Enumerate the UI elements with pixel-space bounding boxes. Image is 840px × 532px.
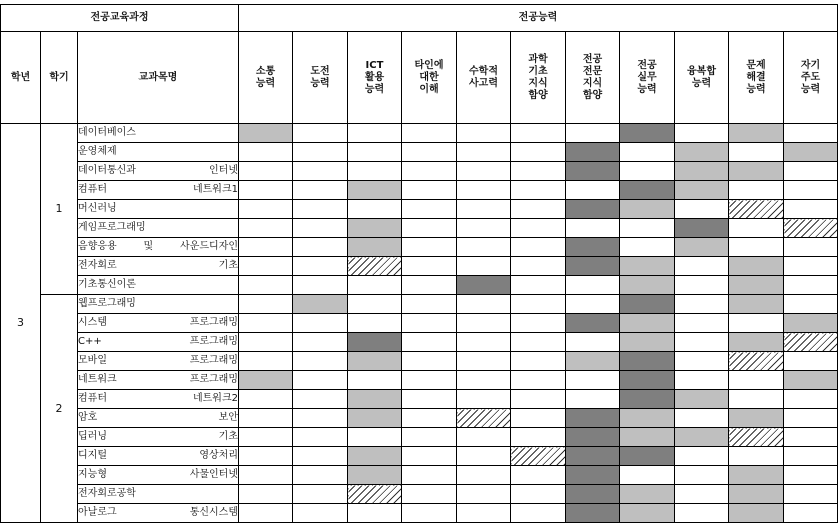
competency-cell <box>620 124 675 143</box>
competency-cell <box>729 181 784 200</box>
competency-cell <box>457 162 511 181</box>
table-row <box>1 409 838 428</box>
competency-cell <box>566 466 620 485</box>
course-name-cell: 컴퓨터 네트워크2 <box>78 390 239 409</box>
competency-cell <box>729 124 784 143</box>
course-name-cell: 아날로그 통신시스템 <box>78 504 239 523</box>
competency-cell <box>729 276 784 295</box>
competency-cell <box>511 314 566 333</box>
table-row <box>1 314 838 333</box>
competency-cell <box>620 504 675 523</box>
competency-cell <box>293 200 348 219</box>
competency-cell <box>511 390 566 409</box>
competency-cell <box>239 124 293 143</box>
competency-cell <box>566 181 620 200</box>
competency-cell <box>293 238 348 257</box>
competency-cell <box>511 219 566 238</box>
competency-cell <box>729 200 784 219</box>
competency-cell <box>239 352 293 371</box>
competency-cell <box>620 466 675 485</box>
competency-cell <box>348 390 402 409</box>
competency-cell <box>566 428 620 447</box>
competency-cell <box>566 219 620 238</box>
table-row <box>1 447 838 466</box>
competency-cell <box>402 238 457 257</box>
competency-cell <box>348 295 402 314</box>
course-name-cell: 네트워크 프로그래밍 <box>78 371 239 390</box>
competency-cell <box>511 181 566 200</box>
competency-cell <box>675 181 729 200</box>
competency-cell <box>293 504 348 523</box>
competency-cell <box>729 371 784 390</box>
table-row <box>1 257 838 276</box>
competency-cell <box>566 200 620 219</box>
year-header: 학년 <box>1 32 41 124</box>
competency-cell <box>675 314 729 333</box>
course-name-cell: C++ 프로그래밍 <box>78 333 239 352</box>
competency-cell <box>239 447 293 466</box>
competency-cell <box>675 219 729 238</box>
competency-cell <box>239 466 293 485</box>
competency-cell <box>729 352 784 371</box>
competency-cell <box>566 143 620 162</box>
competency-cell <box>511 143 566 162</box>
competency-cell <box>511 371 566 390</box>
competency-cell <box>457 485 511 504</box>
competency-cell <box>729 314 784 333</box>
competency-cell <box>402 390 457 409</box>
competency-cell <box>566 162 620 181</box>
competency-cell <box>620 371 675 390</box>
competency-cell <box>348 162 402 181</box>
competency-cell <box>729 143 784 162</box>
competency-cell <box>457 257 511 276</box>
competency-cell <box>784 276 838 295</box>
competency-cell <box>239 295 293 314</box>
competency-cell <box>620 428 675 447</box>
course-name-cell: 게임프로그래밍 <box>78 219 239 238</box>
competency-cell <box>620 200 675 219</box>
competency-cell <box>729 257 784 276</box>
competency-cell <box>293 314 348 333</box>
competency-cell <box>348 409 402 428</box>
competency-cell <box>729 390 784 409</box>
competency-cell <box>457 181 511 200</box>
competency-cell <box>293 124 348 143</box>
competency-cell <box>620 447 675 466</box>
competency-cell <box>402 447 457 466</box>
competency-cell <box>675 257 729 276</box>
competency-cell <box>239 390 293 409</box>
competency-cell <box>675 200 729 219</box>
competency-cell <box>784 314 838 333</box>
competency-cell <box>402 333 457 352</box>
competency-cell <box>620 314 675 333</box>
competency-cell <box>620 409 675 428</box>
semester-cell-2: 2 <box>41 295 78 523</box>
course-name-cell: 디지털 영상처리 <box>78 447 239 466</box>
competency-cell <box>566 352 620 371</box>
competency-cell <box>239 333 293 352</box>
competency-cell <box>511 295 566 314</box>
competency-cell <box>402 276 457 295</box>
competency-cell <box>402 162 457 181</box>
competency-cell <box>293 466 348 485</box>
competency-cell <box>729 409 784 428</box>
competency-cell <box>729 504 784 523</box>
competency-cell <box>457 333 511 352</box>
competency-cell <box>566 257 620 276</box>
competency-cell <box>348 276 402 295</box>
competency-cell <box>348 143 402 162</box>
competency-cell <box>620 238 675 257</box>
competency-cell <box>566 238 620 257</box>
competency-cell <box>729 295 784 314</box>
competency-cell <box>566 409 620 428</box>
table-row <box>1 219 838 238</box>
competency-cell <box>784 238 838 257</box>
competency-cell <box>348 428 402 447</box>
competency-cell <box>402 504 457 523</box>
competency-cell <box>402 409 457 428</box>
competency-cell <box>457 200 511 219</box>
competency-cell <box>348 485 402 504</box>
competency-cell <box>402 428 457 447</box>
table-row <box>1 200 838 219</box>
competency-cell <box>784 447 838 466</box>
table-row <box>1 276 838 295</box>
competency-cell <box>402 219 457 238</box>
competency-cell <box>402 257 457 276</box>
competency-cell <box>293 276 348 295</box>
competency-header-9: 융복합 능력 <box>675 32 729 124</box>
competency-cell <box>402 314 457 333</box>
competency-cell <box>784 162 838 181</box>
competency-cell <box>293 409 348 428</box>
competency-cell <box>566 371 620 390</box>
course-name-cell: 전자회로 기초 <box>78 257 239 276</box>
table-row <box>1 295 838 314</box>
competency-cell <box>511 466 566 485</box>
competency-cell <box>511 257 566 276</box>
competency-cell <box>675 276 729 295</box>
competency-cell <box>457 504 511 523</box>
competency-header-5: 수학적 사고력 <box>457 32 511 124</box>
competency-cell <box>239 314 293 333</box>
competency-cell <box>293 371 348 390</box>
course-name-cell: 기초통신이론 <box>78 276 239 295</box>
competency-cell <box>566 485 620 504</box>
competency-cell <box>784 333 838 352</box>
competency-cell <box>784 371 838 390</box>
competency-cell <box>511 124 566 143</box>
competency-cell <box>620 352 675 371</box>
competency-cell <box>511 276 566 295</box>
competency-cell <box>457 409 511 428</box>
competency-cell <box>511 352 566 371</box>
competency-cell <box>239 428 293 447</box>
competency-cell <box>729 219 784 238</box>
competency-cell <box>784 504 838 523</box>
competency-cell <box>457 295 511 314</box>
competency-cell <box>402 295 457 314</box>
course-name-cell: 시스템 프로그래밍 <box>78 314 239 333</box>
competency-header-3: ICT 활용 능력 <box>348 32 402 124</box>
competency-cell <box>402 143 457 162</box>
competency-cell <box>457 371 511 390</box>
course-name-cell: 전자회로공학 <box>78 485 239 504</box>
competency-cell <box>511 447 566 466</box>
competency-cell <box>239 219 293 238</box>
competency-cell <box>566 124 620 143</box>
table-row <box>1 124 838 143</box>
competency-cell <box>239 485 293 504</box>
competency-cell <box>511 485 566 504</box>
course-name-cell: 운영체제 <box>78 143 239 162</box>
competency-cell <box>402 352 457 371</box>
competency-cell <box>293 257 348 276</box>
table-row <box>1 371 838 390</box>
competency-cell <box>620 276 675 295</box>
competency-cell <box>348 314 402 333</box>
competency-cell <box>293 143 348 162</box>
competency-cell <box>293 181 348 200</box>
competency-cell <box>293 428 348 447</box>
competency-cell <box>675 409 729 428</box>
competency-cell <box>511 162 566 181</box>
competency-matrix-table <box>0 4 838 523</box>
competency-cell <box>729 238 784 257</box>
competency-cell <box>784 409 838 428</box>
competency-cell <box>566 504 620 523</box>
competency-cell <box>348 219 402 238</box>
competency-cell <box>675 390 729 409</box>
competency-header-2: 도전 능력 <box>293 32 348 124</box>
competency-header-11: 자기 주도 능력 <box>784 32 838 124</box>
course-name-cell: 데이터통신과 인터넷 <box>78 162 239 181</box>
curriculum-header: 전공교육과정 <box>1 5 239 32</box>
competency-cell <box>675 333 729 352</box>
competency-cell <box>457 314 511 333</box>
year-cell: 3 <box>1 124 41 523</box>
competency-header-7: 전공 전문 지식 함양 <box>566 32 620 124</box>
competency-cell <box>348 200 402 219</box>
competency-header-6: 과학 기초 지식 함양 <box>511 32 566 124</box>
competency-cell <box>784 124 838 143</box>
competency-cell <box>348 124 402 143</box>
competency-cell <box>293 390 348 409</box>
table-row <box>1 428 838 447</box>
course-name-cell: 머신러닝 <box>78 200 239 219</box>
competency-cell <box>511 200 566 219</box>
competency-cell <box>729 447 784 466</box>
competency-cell <box>620 390 675 409</box>
competency-cell <box>239 238 293 257</box>
semester-cell-1: 1 <box>41 124 78 295</box>
competency-cell <box>457 124 511 143</box>
competency-cell <box>402 181 457 200</box>
competency-cell <box>348 181 402 200</box>
competency-cell <box>729 333 784 352</box>
competency-cell <box>239 371 293 390</box>
course-name-cell: 모바일 프로그래밍 <box>78 352 239 371</box>
competency-cell <box>784 181 838 200</box>
table-row <box>1 181 838 200</box>
competency-header-4: 타인에 대한 이해 <box>402 32 457 124</box>
competency-header-1: 소통 능력 <box>239 32 293 124</box>
competency-cell <box>348 352 402 371</box>
competency-cell <box>239 409 293 428</box>
table-row <box>1 466 838 485</box>
competency-cell <box>511 409 566 428</box>
competency-header-10: 문제 해결 능력 <box>729 32 784 124</box>
course-name-cell: 지능형 사물인터넷 <box>78 466 239 485</box>
competency-cell <box>293 219 348 238</box>
competency-cell <box>620 143 675 162</box>
competency-cell <box>675 428 729 447</box>
competency-cell <box>675 143 729 162</box>
competency-cell <box>675 447 729 466</box>
competency-cell <box>511 238 566 257</box>
course-name-header: 교과목명 <box>78 32 239 124</box>
competency-cell <box>511 428 566 447</box>
competency-cell <box>348 447 402 466</box>
competency-cell <box>566 295 620 314</box>
competency-cell <box>511 333 566 352</box>
competency-cell <box>729 162 784 181</box>
course-name-cell: 음향응용 및 사운드디자인 <box>78 238 239 257</box>
course-name-cell: 컴퓨터 네트워크1 <box>78 181 239 200</box>
competency-cell <box>239 181 293 200</box>
competency-cell <box>729 485 784 504</box>
table-row <box>1 333 838 352</box>
competency-cell <box>675 504 729 523</box>
competency-cell <box>457 447 511 466</box>
course-name-cell: 웹프로그래밍 <box>78 295 239 314</box>
competency-cell <box>457 428 511 447</box>
competency-cell <box>457 238 511 257</box>
competency-cell <box>675 485 729 504</box>
competency-cell <box>620 295 675 314</box>
competency-cell <box>402 485 457 504</box>
competency-cell <box>566 276 620 295</box>
competency-cell <box>566 314 620 333</box>
competency-cell <box>457 390 511 409</box>
competency-cell <box>729 466 784 485</box>
competency-cell <box>293 162 348 181</box>
competency-cell <box>293 295 348 314</box>
competency-cell <box>675 295 729 314</box>
competency-cell <box>293 447 348 466</box>
competency-header: 전공능력 <box>239 5 838 32</box>
competency-cell <box>620 181 675 200</box>
competency-cell <box>348 504 402 523</box>
competency-cell <box>675 162 729 181</box>
table-row <box>1 352 838 371</box>
table-row <box>1 485 838 504</box>
competency-cell <box>293 485 348 504</box>
table-row <box>1 238 838 257</box>
competency-cell <box>784 466 838 485</box>
competency-cell <box>239 504 293 523</box>
competency-cell <box>566 390 620 409</box>
competency-cell <box>348 371 402 390</box>
course-name-cell: 딥러닝 기초 <box>78 428 239 447</box>
competency-cell <box>675 238 729 257</box>
competency-cell <box>402 371 457 390</box>
competency-cell <box>675 371 729 390</box>
competency-cell <box>566 447 620 466</box>
competency-cell <box>348 257 402 276</box>
competency-cell <box>239 200 293 219</box>
semester-header: 학기 <box>41 32 78 124</box>
competency-cell <box>784 143 838 162</box>
competency-cell <box>239 162 293 181</box>
competency-cell <box>457 466 511 485</box>
competency-cell <box>348 238 402 257</box>
competency-cell <box>293 333 348 352</box>
competency-cell <box>457 143 511 162</box>
competency-cell <box>457 219 511 238</box>
competency-cell <box>402 124 457 143</box>
competency-cell <box>675 352 729 371</box>
competency-cell <box>239 276 293 295</box>
course-name-cell: 암호 보안 <box>78 409 239 428</box>
competency-cell <box>675 124 729 143</box>
competency-cell <box>620 485 675 504</box>
competency-cell <box>239 143 293 162</box>
competency-cell <box>729 428 784 447</box>
competency-cell <box>402 466 457 485</box>
competency-cell <box>457 276 511 295</box>
competency-header-8: 전공 실무 능력 <box>620 32 675 124</box>
competency-cell <box>784 428 838 447</box>
competency-cell <box>620 257 675 276</box>
competency-cell <box>784 390 838 409</box>
competency-cell <box>784 200 838 219</box>
competency-cell <box>566 333 620 352</box>
competency-cell <box>239 257 293 276</box>
course-name-cell: 데이터베이스 <box>78 124 239 143</box>
competency-cell <box>784 295 838 314</box>
table-row <box>1 390 838 409</box>
competency-cell <box>784 485 838 504</box>
competency-cell <box>675 466 729 485</box>
competency-cell <box>620 333 675 352</box>
competency-cell <box>293 352 348 371</box>
competency-cell <box>620 162 675 181</box>
competency-cell <box>348 333 402 352</box>
competency-cell <box>620 219 675 238</box>
competency-cell <box>402 200 457 219</box>
table-row <box>1 504 838 523</box>
competency-cell <box>784 352 838 371</box>
table-row <box>1 162 838 181</box>
competency-cell <box>784 219 838 238</box>
table-row <box>1 143 838 162</box>
competency-cell <box>348 466 402 485</box>
competency-cell <box>511 504 566 523</box>
competency-cell <box>784 257 838 276</box>
competency-cell <box>457 352 511 371</box>
